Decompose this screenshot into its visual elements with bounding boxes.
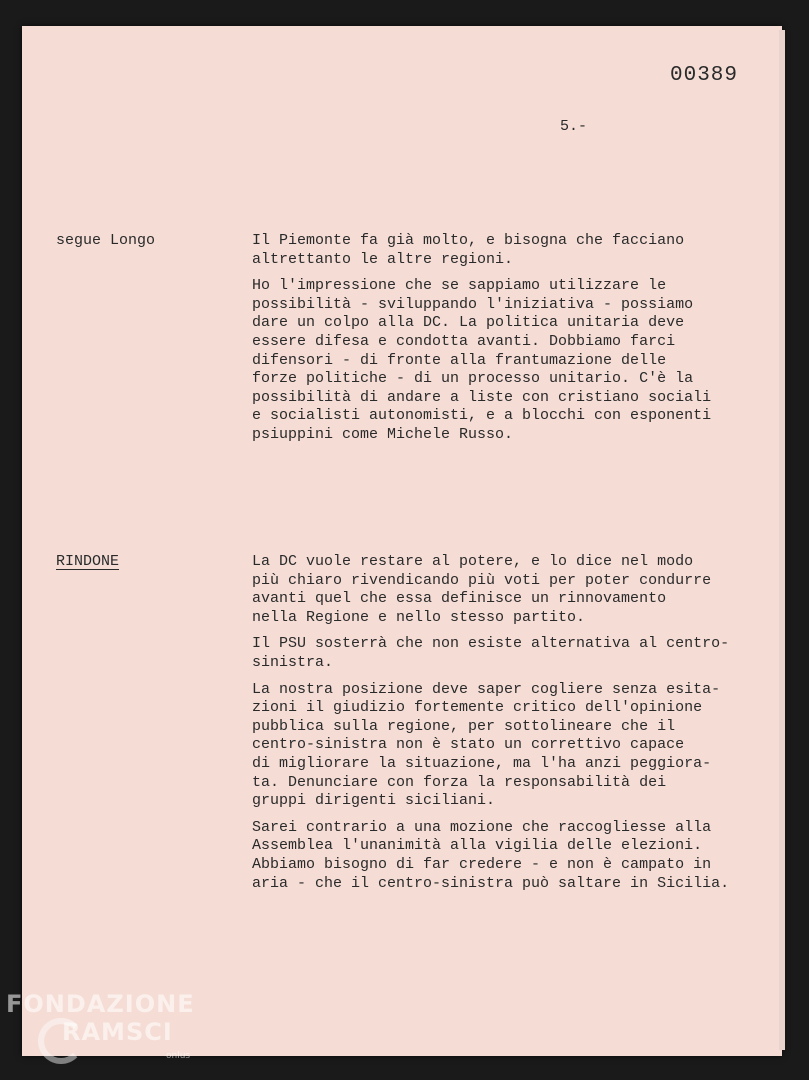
document-number: 00389 (670, 64, 739, 87)
paragraph: Sarei contrario a una mozione che raccogliesse alla Assemblea l'unanimità alla vigilia delle elezioni. Abbiamo bisogno di far credere - e non è campato in aria - che il centro-sinistra può saltare in Sicilia. (252, 818, 730, 892)
speech-block (252, 232, 757, 453)
watermark-suffix: onlus (166, 1051, 191, 1061)
paragraph: Ho l'impressione che se sappiamo utilizzare le possibilità - sviluppando l'iniziativa - possiamo dare un colpo alla DC. La politica unitaria deve essere difesa e condotta avanti. Dobbiamo farci difensori - di fronte alla frantumazione delle forze politiche - di un processo unitario. C'è la possibilità di andare a liste con cristiano sociali e socialisti autonomisti, e a blocchi con esponenti psiuppini come Michele Russo. (252, 277, 712, 443)
paragraph: La DC vuole restare al potere, e lo dice nel modo più chiaro rivendicando più voti per poter condurre avanti quel che essa definisce un rinnovamento nella Regione e nello stesso partito. (252, 553, 712, 626)
paragraph: La nostra posizione deve saper cogliere senza esita- zioni il giudizio fortemente critico dell'opinione pubblica sulla regione, per sottolineare che il centro-sinistra non è stato un correttivo capace di migliorare la situazione, ma l'ha anzi peggiora- ta. Denunciare con forza la responsabilità dei gruppi dirigenti siciliani. (252, 680, 721, 810)
watermark-g-icon (38, 1018, 84, 1064)
speaker-label: segue Longo (56, 232, 156, 249)
paragraph: Il PSU sosterrà che non esiste alternativa al centro- sinistra. (252, 635, 730, 671)
page-number: 5.- (560, 118, 588, 135)
watermark-line2: RAMSCI (62, 1018, 173, 1046)
watermark-logo (6, 990, 195, 1061)
watermark-line1: FONDAZIONE (6, 990, 195, 1018)
speaker-label: RINDONE (56, 553, 120, 570)
document-page (22, 26, 782, 1056)
paragraph: Il Piemonte fa già molto, e bisogna che facciano altrettanto le altre regioni. (252, 232, 685, 268)
page-edge (779, 30, 785, 1050)
speech-block (252, 553, 757, 901)
